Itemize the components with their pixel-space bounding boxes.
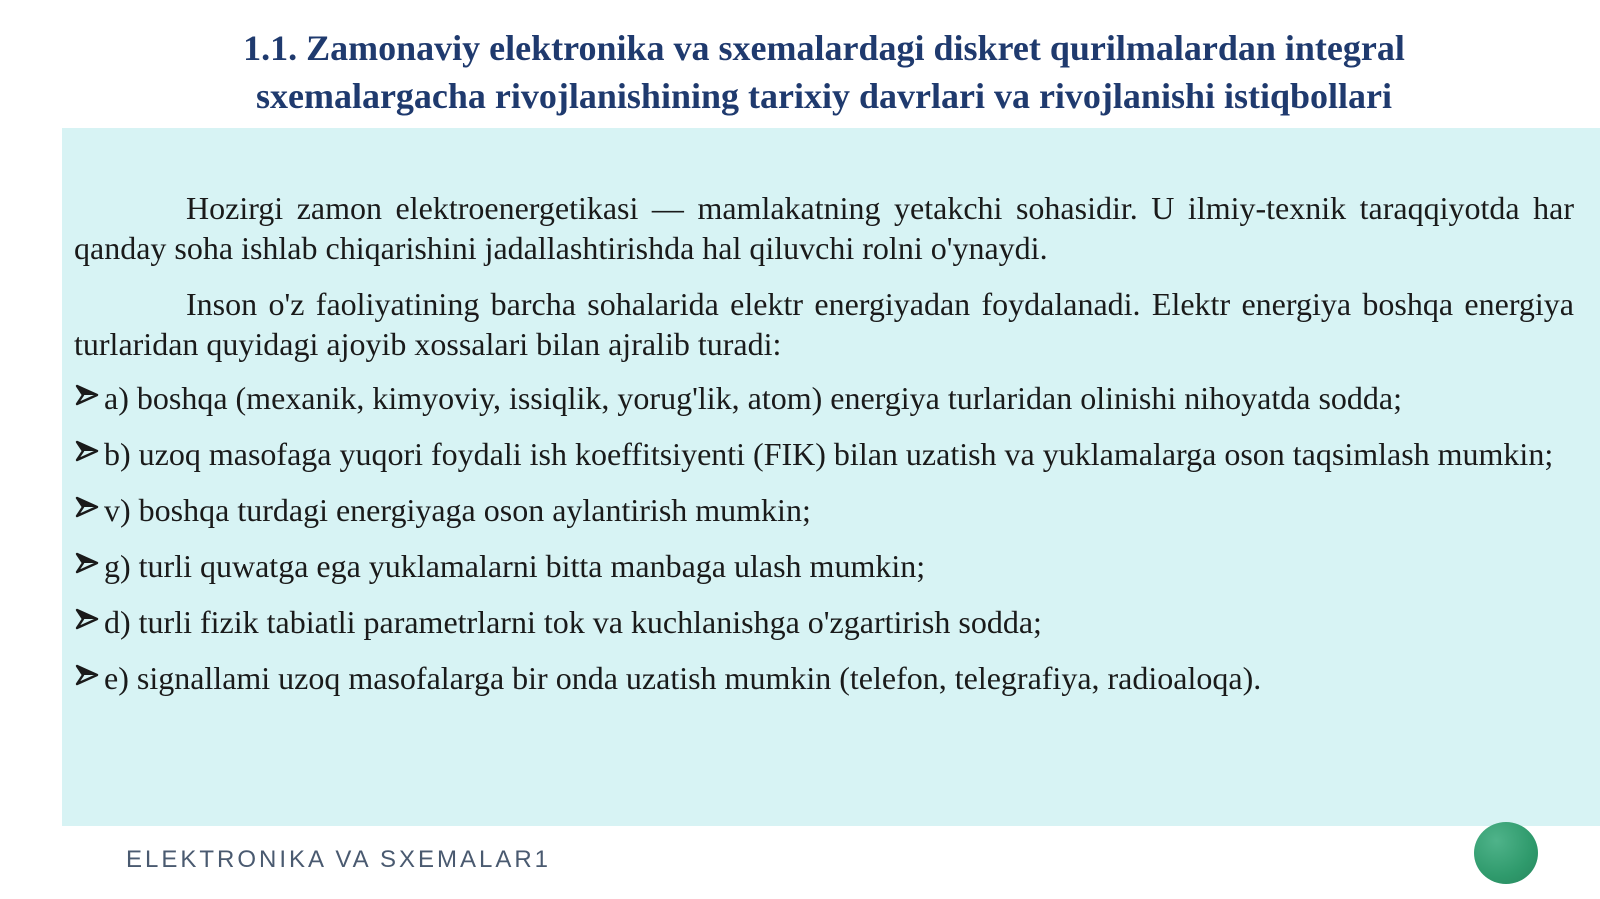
list-item-text: e) signallami uzoq masofalarga bir onda uzatish mumkin (telefon, telegrafiya, radioaloqa).	[104, 660, 1262, 696]
arrowhead-bullet-icon	[74, 434, 102, 474]
arrowhead-bullet-icon	[74, 546, 102, 586]
list-item	[74, 490, 1594, 530]
properties-list	[74, 378, 1594, 714]
list-item-text: g) turli quwatga ega yuklamalarni bitta manbaga ulash mumkin;	[104, 548, 926, 584]
list-item-text: v) boshqa turdagi energiyaga oson aylantirish mumkin;	[104, 492, 811, 528]
list-item-text: a) boshqa (mexanik, kimyoviy, issiqlik, yorug'lik, atom) energiya turlaridan olinishi nihoyatda sodda;	[104, 380, 1402, 416]
list-item	[74, 378, 1594, 418]
properties-paragraph: Inson o'z faoliyatining barcha sohalarida elektr energiyadan foydalanadi. Elektr energiya boshqa energiya turlaridan quyidagi ajoyib xossalari bilan ajralib turadi:	[74, 286, 1574, 362]
slide-title-line-1: 1.1. Zamonaviy elektronika va sxemalardagi diskret qurilmalardan integral	[243, 28, 1405, 68]
arrowhead-bullet-icon	[74, 490, 102, 530]
content-panel	[62, 128, 1600, 826]
arrowhead-bullet-icon	[74, 378, 102, 418]
list-item	[74, 602, 1594, 642]
list-item-text: d) turli fizik tabiatli parametrlarni tok va kuchlanishga o'zgartirish sodda;	[104, 604, 1042, 640]
slide-title	[80, 24, 1568, 120]
intro-paragraph: Hozirgi zamon elektroenergetikasi — mamlakatning yetakchi sohasidir. U ilmiy-texnik taraqqiyotda har qanday soha ishlab chiqarishini jadallashtirishda hal qiluvchi rolni o'ynaydi.	[74, 190, 1574, 266]
list-item	[74, 434, 1594, 474]
slide-title-line-2: sxemalargacha rivojlanishining tarixiy davrlari va rivojlanishi istiqbollari	[255, 76, 1393, 116]
green-circle-decoration	[1474, 822, 1538, 884]
list-item	[74, 658, 1594, 698]
footer-label: ELEKTRONIKA VA SXEMALAR1	[126, 846, 552, 873]
arrowhead-bullet-icon	[74, 658, 102, 698]
list-item-text: b) uzoq masofaga yuqori foydali ish koeffitsiyenti (FIK) bilan uzatish va yuklamalarga oson taqsimlash mumkin;	[104, 436, 1554, 472]
arrowhead-bullet-icon	[74, 602, 102, 642]
list-item	[74, 546, 1594, 586]
